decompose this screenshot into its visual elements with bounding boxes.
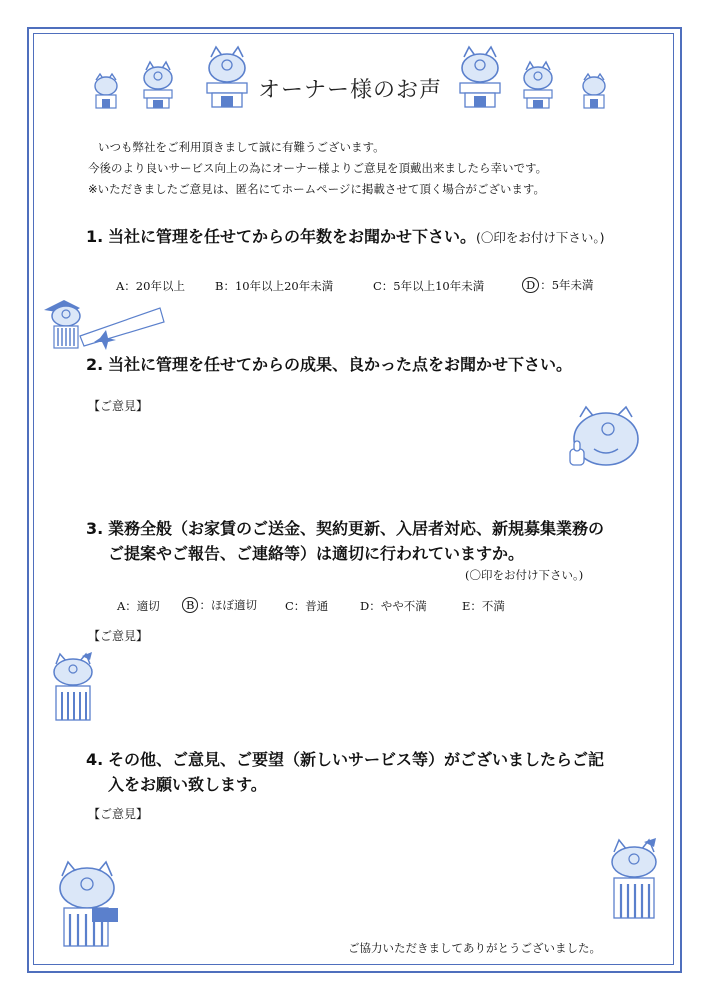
question-text: 当社に管理を任せてからの成果、良かった点をお聞かせ下さい。: [108, 355, 573, 374]
dog-mascot-icon: [92, 72, 120, 110]
dog-mascot-icon: [580, 72, 608, 110]
option-c[interactable]: C：5年以上10年未満: [373, 279, 485, 293]
question-note: (〇印をお付け下さい。): [476, 230, 605, 245]
question-text-line-1: 業務全般（お家賃のご送金、契約更新、入居者対応、新規募集業務の: [108, 519, 605, 538]
option-b-selected[interactable]: [182, 597, 257, 613]
option-d-selected[interactable]: [522, 277, 594, 293]
selected-mark: B: [182, 597, 198, 613]
intro-line-2: 今後のより良いサービス向上の為にオーナー様よりご意見を頂戴出来ましたら幸いです。: [88, 161, 548, 175]
option-label: ：ほぼ適切: [199, 598, 257, 612]
dog-mascot-icon: [568, 405, 644, 475]
question-3-continued: ご提案やご報告、ご連絡等）は適切に行われていますか。: [108, 544, 525, 563]
question-number: 3.: [86, 519, 104, 538]
dog-mascot-icon: [140, 60, 176, 110]
cat-mascot-icon: [606, 838, 662, 922]
question-text: 当社に管理を任せてからの年数をお聞かせ下さい。: [108, 227, 477, 246]
dog-mascot-icon: [40, 292, 170, 354]
option-e[interactable]: E：不満: [462, 599, 505, 613]
dog-mascot-icon: [457, 45, 503, 109]
opinion-label: 【ご意見】: [88, 629, 149, 643]
question-note: (〇印をお付け下さい。): [465, 568, 584, 582]
question-4: [86, 747, 604, 770]
intro-line-1: いつも弊社をご利用頂きまして誠に有難うございます。: [98, 140, 385, 154]
question-1: [86, 224, 605, 247]
question-4-continued: 入をお願い致します。: [108, 775, 267, 794]
opinion-label: 【ご意見】: [88, 807, 149, 821]
footer-thanks: ご協力いただきましてありがとうございました。: [348, 941, 601, 955]
dog-mascot-icon: [520, 60, 556, 110]
option-a[interactable]: A：適切: [117, 599, 160, 613]
opinion-label: 【ご意見】: [88, 399, 149, 413]
question-2: [86, 352, 572, 375]
option-b[interactable]: B：10年以上20年未満: [215, 279, 334, 293]
page-title: オーナー様のお声: [258, 78, 443, 103]
question-text-line-1: その他、ご意見、ご要望（新しいサービス等）がございましたらご記: [108, 750, 605, 769]
option-label: ：5年未満: [540, 278, 594, 292]
question-number: 4.: [86, 750, 104, 769]
option-c[interactable]: C：普通: [285, 599, 329, 613]
dog-mascot-icon: [52, 860, 122, 950]
question-number: 1.: [86, 227, 104, 246]
option-a[interactable]: A：20年以上: [116, 279, 185, 293]
dog-mascot-icon: [204, 45, 250, 109]
question-number: 2.: [86, 355, 104, 374]
question-3: [86, 516, 604, 539]
selected-mark: D: [522, 277, 539, 293]
intro-line-3: ※いただきましたご意見は、匿名にてホームページに掲載させて頂く場合がございます。: [88, 182, 545, 196]
option-d[interactable]: D：やや不満: [360, 599, 427, 613]
cat-mascot-icon: [48, 652, 98, 724]
